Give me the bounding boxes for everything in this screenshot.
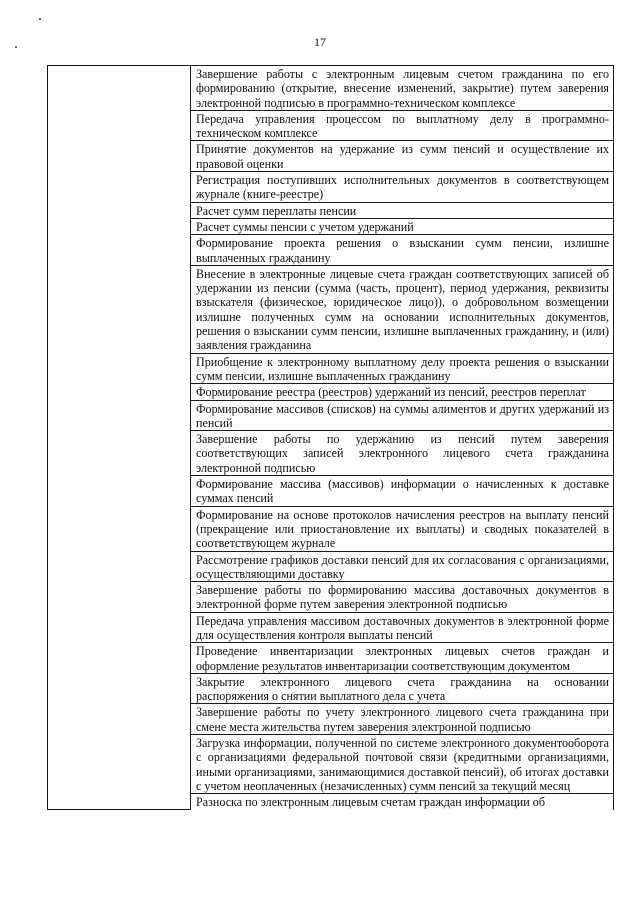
operation-description-cell: Передача управления массивом доставочных документов в электронной форме для осуществления контроля выплаты пенсий	[191, 612, 614, 643]
operation-description-cell: Завершение работы с электронным лицевым счетом гражданина по его формированию (открытие, внесение изменений, закрытие) путем заверения электронной подписью в программно-техническом комплексе	[191, 66, 614, 111]
operation-description-cell: Завершение работы по учету электронного лицевого счета гражданина при смене места жительства путем заверения электронной подписью	[191, 704, 614, 735]
scan-artifact-dot	[39, 18, 41, 20]
operation-description-cell: Принятие документов на удержание из сумм пенсий и осуществление их правовой оценки	[191, 141, 614, 172]
operation-description-cell: Проведение инвентаризации электронных лицевых счетов граждан и оформление результатов инвентаризации соответствующим документом	[191, 643, 614, 674]
operation-description-cell: Закрытие электронного лицевого счета гражданина на основании распоряжения о снятии выплатного дела с учета	[191, 673, 614, 704]
empty-left-column-cell	[48, 66, 191, 810]
operation-description-cell: Расчет суммы пенсии с учетом удержаний	[191, 218, 614, 234]
operation-description-cell: Расчет сумм переплаты пенсии	[191, 202, 614, 218]
operation-description-cell: Завершение работы по формированию массива доставочных документов в электронной форме путем заверения электронной подписью	[191, 582, 614, 613]
operation-description-cell: Формирование массива (массивов) информации о начисленных к доставке суммах пенсий	[191, 476, 614, 507]
operation-description-cell: Формирование на основе протоколов начисления реестров на выплату пенсий (прекращение или приостановление их выплаты) и сводных показателей в соответствующем журнале	[191, 506, 614, 551]
operation-description-cell: Внесение в электронные лицевые счета граждан соответствующих записей об удержании из пенсии (сумма (часть, процент), период удержания, реквизиты взыскателя (физическое, юридическое лицо)), о добровольном возмещении излишне полученных сумм на основании исполнительных документов, решения о взыскании сумм пенсии, излишне выплаченных гражданину, и (или) заявления гражданина	[191, 265, 614, 353]
operation-description-cell: Формирование массивов (списков) на суммы алиментов и других удержаний из пенсий	[191, 400, 614, 431]
operation-description-cell: Приобщение к электронному выплатному делу проекта решения о взыскании сумм пенсии, излишне выплаченных гражданину	[191, 353, 614, 384]
operation-description-cell: Разноска по электронным лицевым счетам граждан информации об	[191, 794, 614, 810]
operation-description-cell: Формирование реестра (реестров) удержаний из пенсий, реестров переплат	[191, 384, 614, 400]
operations-table	[47, 65, 614, 810]
table-row	[48, 66, 614, 111]
operations-table-body	[48, 66, 614, 810]
operation-description-cell: Загрузка информации, полученной по системе электронного документооборота с организациями федеральной почтовой связи (кредитными организациями, иными организациями, занимающимися доставкой пенсий), об итогах доставки с учетом неоплаченных (незачисленных) сумм пенсий за текущий месяц	[191, 735, 614, 794]
operation-description-cell: Формирование проекта решения о взыскании сумм пенсии, излишне выплаченных гражданину	[191, 235, 614, 266]
operation-description-cell: Рассмотрение графиков доставки пенсий для их согласования с организациями, осуществляющими доставку	[191, 551, 614, 582]
operation-description-cell: Регистрация поступивших исполнительных документов в соответствующем журнале (книге-реестре)	[191, 172, 614, 203]
operation-description-cell: Завершение работы по удержанию из пенсий путем заверения соответствующих записей электронного лицевого счета гражданина электронной подписью	[191, 431, 614, 476]
page-number: 17	[314, 35, 326, 49]
operation-description-cell: Передача управления процессом по выплатному делу в программно-техническом комплексе	[191, 110, 614, 141]
